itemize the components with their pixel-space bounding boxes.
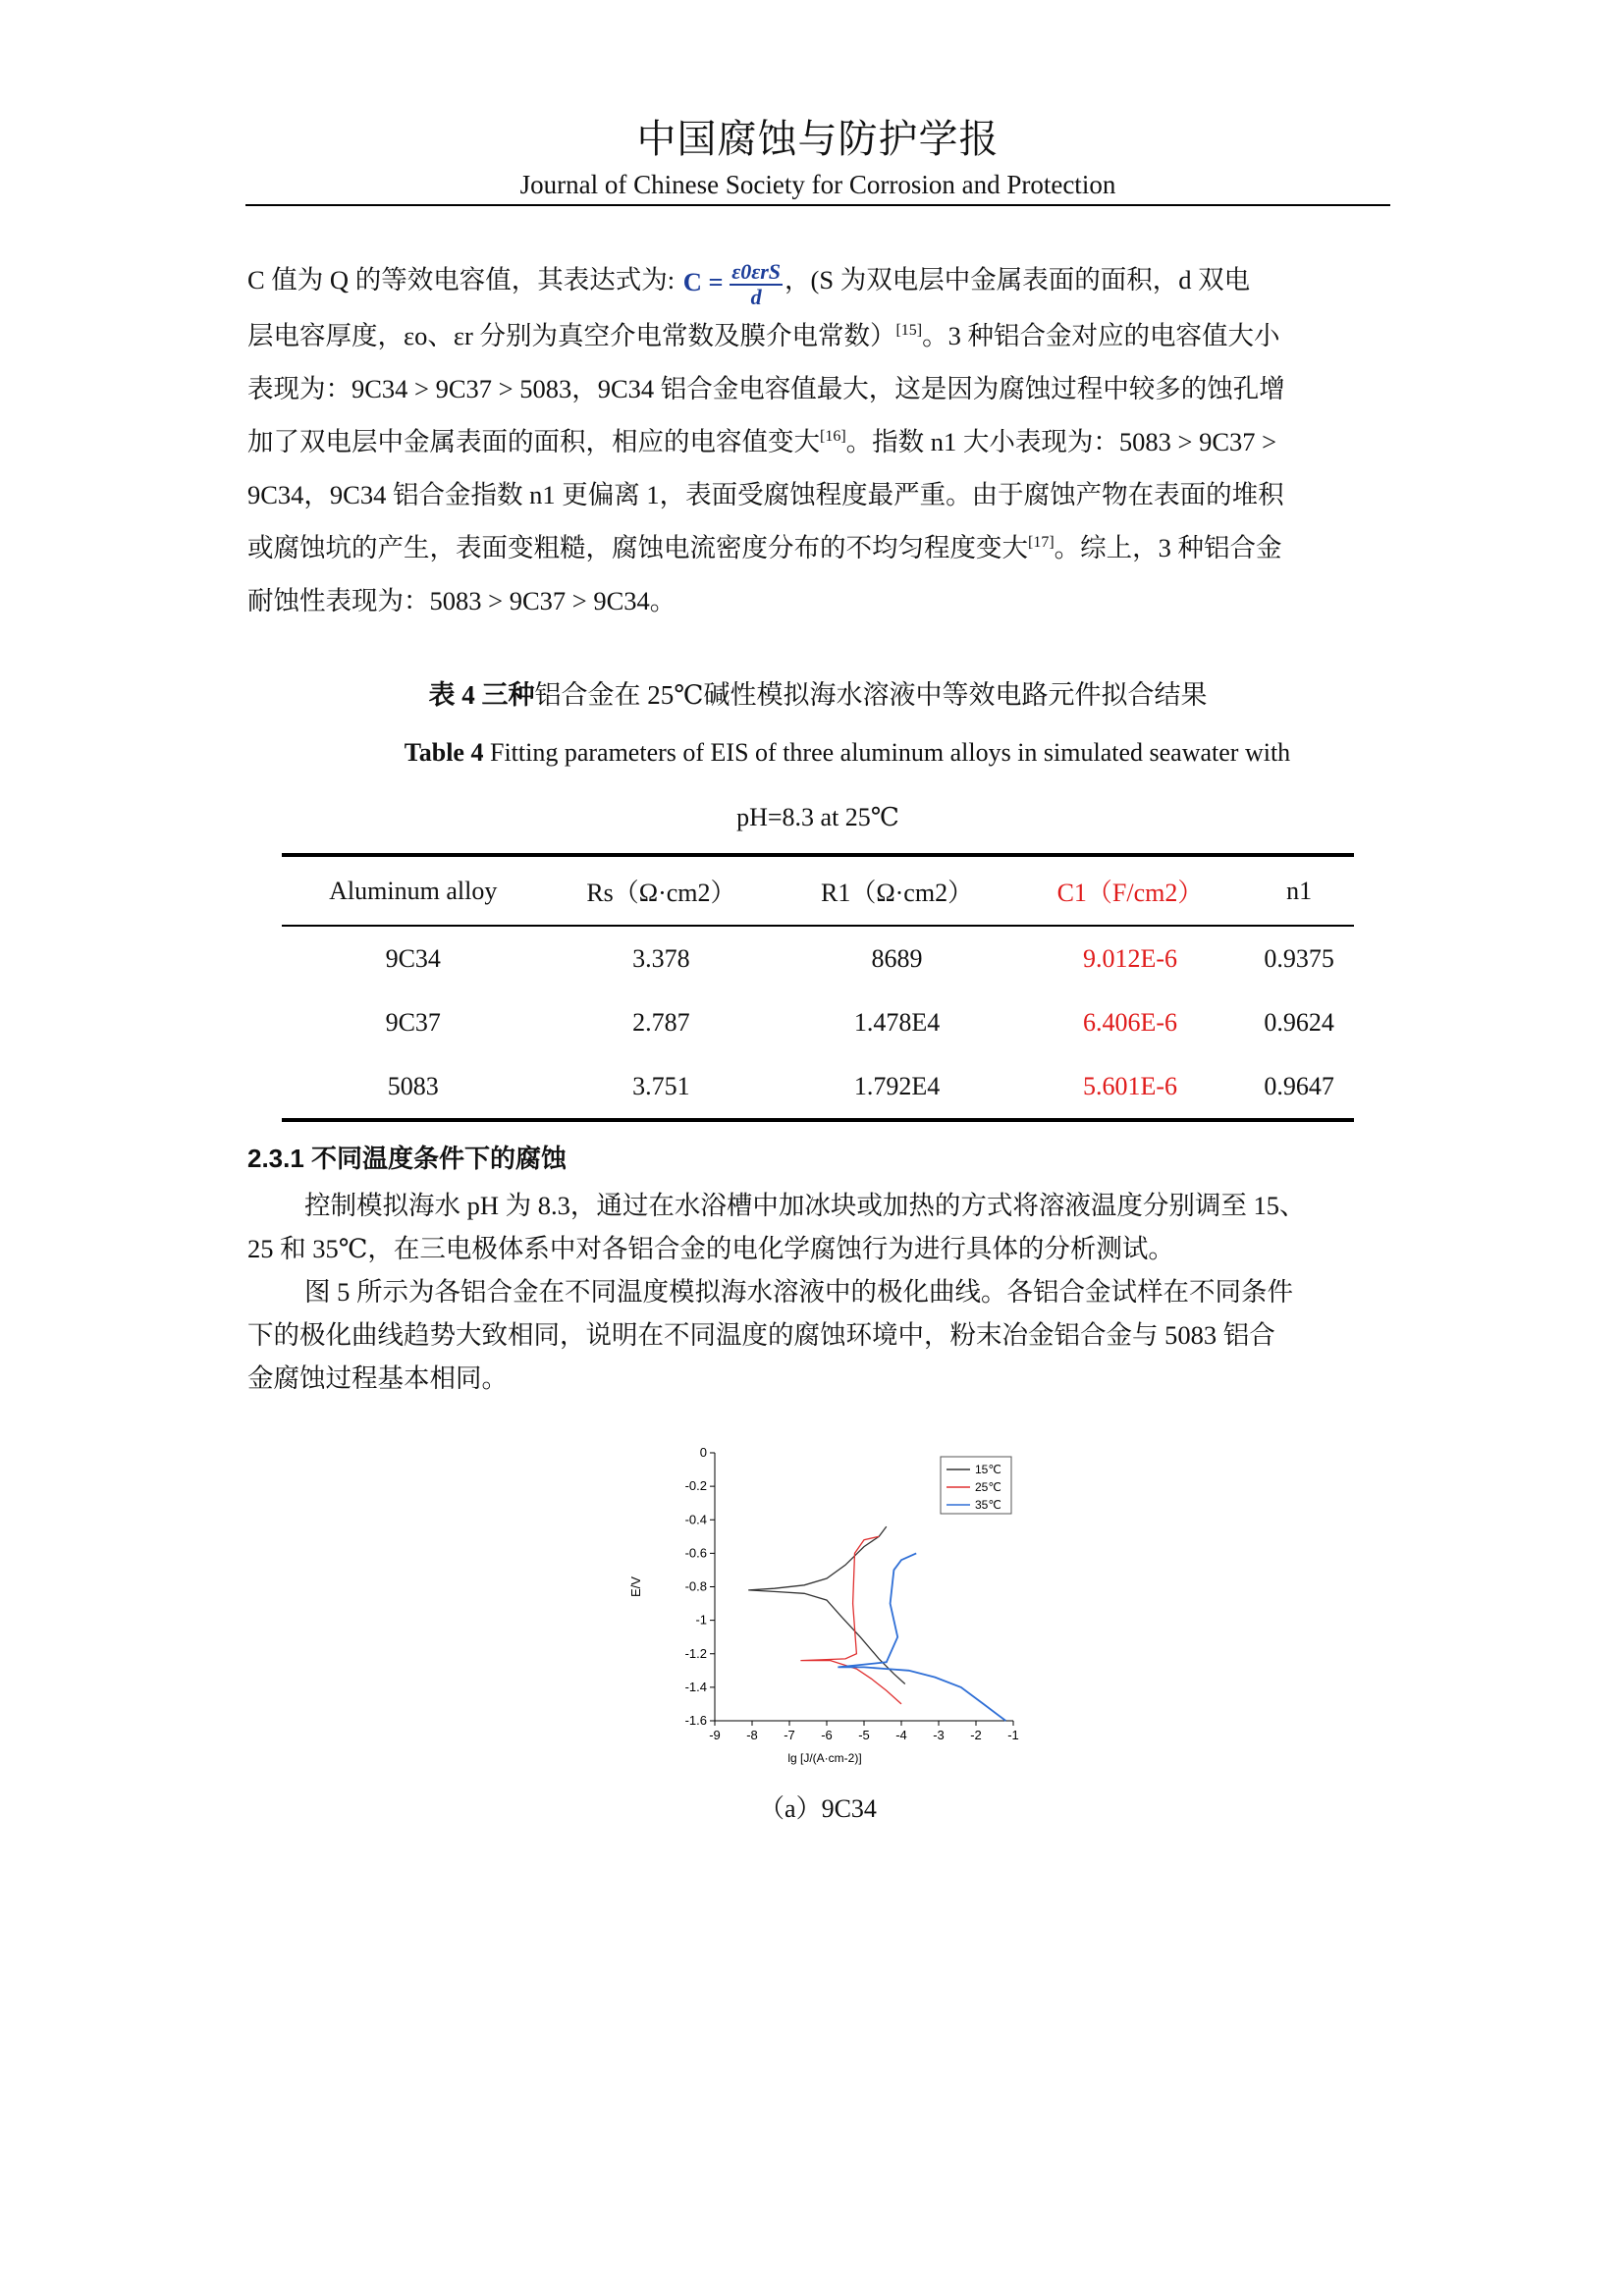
cell-c1: 6.406E-6 bbox=[1082, 1008, 1177, 1037]
x-tick-label: -5 bbox=[858, 1728, 870, 1742]
series-line-25℃ bbox=[800, 1536, 901, 1704]
y-tick-label: -0.4 bbox=[684, 1512, 707, 1527]
table-caption-cn: 表 4 三种铝合金在 25℃碱性模拟海水溶液中等效电路元件拟合结果 bbox=[428, 680, 1208, 710]
legend-label: 25℃ bbox=[975, 1480, 1001, 1494]
header-rule bbox=[245, 204, 1390, 206]
col-header-r1: R1（Ω·cm2） bbox=[820, 879, 974, 907]
table-caption-en: Table 4 Fitting parameters of EIS of three aluminum alloys in simulated seawater with bbox=[404, 738, 1291, 767]
table-caption-en-line2: pH=8.3 at 25℃ bbox=[736, 803, 899, 831]
x-axis-label: lg [J/(A·cm-2)] bbox=[787, 1751, 862, 1765]
y-tick-label: -0.8 bbox=[684, 1578, 707, 1594]
y-tick-label: -1.2 bbox=[684, 1645, 707, 1661]
table-row bbox=[282, 990, 1354, 1055]
cell-alloy: 5083 bbox=[387, 1072, 439, 1100]
x-tick-label: -9 bbox=[709, 1728, 721, 1742]
y-axis-label: E/V bbox=[628, 1576, 643, 1597]
para1-line6: 或腐蚀坑的产生，表面变粗糙，腐蚀电流密度分布的不均匀程度变大[17]。综上，3 种铝合金 bbox=[247, 533, 1282, 563]
para2-line3: 图 5 所示为各铝合金在不同温度模拟海水溶液中的极化曲线。各铝合金试样在不同条件 bbox=[304, 1277, 1293, 1307]
x-tick-label: -6 bbox=[821, 1728, 833, 1742]
x-tick-label: -8 bbox=[746, 1728, 758, 1742]
x-tick-label: -4 bbox=[895, 1728, 907, 1742]
cell-rs: 2.787 bbox=[632, 1008, 690, 1037]
table-row bbox=[282, 1055, 1354, 1120]
polarization-figure bbox=[619, 1443, 1031, 1777]
cell-rs: 3.751 bbox=[632, 1072, 690, 1100]
cell-r1: 8689 bbox=[871, 943, 923, 973]
table-row bbox=[282, 926, 1354, 990]
x-tick-label: -7 bbox=[784, 1728, 795, 1742]
col-header-c1: C1（F/cm2） bbox=[1056, 879, 1204, 907]
y-tick-label: -1.4 bbox=[684, 1679, 707, 1694]
journal-header bbox=[245, 116, 1390, 202]
y-tick-label: -1.6 bbox=[684, 1713, 707, 1728]
para1-line2: 层电容厚度，εo、εr 分别为真空介电常数及膜介电常数）[15]。3 种铝合金对应的电容值大小 bbox=[247, 321, 1280, 351]
cell-n1: 0.9624 bbox=[1264, 1008, 1334, 1037]
para1-line1: C 值为 Q 的等效电容值，其表达式为: C = $\frac{\text{ε0εrS}}{d}$ ，(S 为双电层中金属表面的面积，d 双电 bbox=[247, 253, 1386, 309]
cell-alloy: 9C34 bbox=[385, 943, 441, 973]
legend-label: 15℃ bbox=[975, 1463, 1001, 1476]
para1-line4: 加了双电层中金属表面的面积，相应的电容值变大[16]。指数 n1 大小表现为：5083 > 9C37 > bbox=[247, 427, 1277, 457]
figure-caption: （a）9C34 bbox=[759, 1794, 877, 1823]
journal-title-en: Journal of Chinese Society for Corrosion and Protection bbox=[519, 170, 1116, 199]
para1-line7: 耐蚀性表现为：5083 > 9C37 > 9C34。 bbox=[247, 586, 676, 616]
y-tick-label: -0.6 bbox=[684, 1545, 707, 1561]
table-header-row bbox=[282, 855, 1354, 926]
para2-line4: 下的极化曲线趋势大致相同，说明在不同温度的腐蚀环境中，粉末冶金铝合金与 5083 铝合 bbox=[247, 1320, 1275, 1350]
x-tick-label: -2 bbox=[970, 1728, 982, 1742]
col-header-alloy: Aluminum alloy bbox=[329, 876, 498, 905]
para1-line5: 9C34，9C34 铝合金指数 n1 更偏离 1，表面受腐蚀程度最严重。由于腐蚀产物在表面的堆积 bbox=[247, 480, 1284, 510]
cell-r1: 1.792E4 bbox=[853, 1072, 941, 1100]
cell-c1: 9.012E-6 bbox=[1082, 943, 1177, 973]
x-tick-label: -3 bbox=[933, 1728, 945, 1742]
cell-rs: 3.378 bbox=[632, 943, 690, 973]
citation-17: [17] bbox=[1028, 534, 1055, 552]
para1-line3: 表现为：9C34 > 9C37 > 5083，9C34 铝合金电容值最大，这是因为腐蚀过程中较多的蚀孔增 bbox=[247, 374, 1285, 404]
y-tick-label: 0 bbox=[699, 1445, 707, 1460]
journal-title-cn: 中国腐蚀与防护学报 bbox=[636, 117, 1000, 161]
section-heading: 2.3.1 不同温度条件下的腐蚀 bbox=[247, 1144, 568, 1173]
series-line-35℃ bbox=[838, 1553, 1005, 1721]
polarization-chart bbox=[619, 1443, 1031, 1777]
citation-16: [16] bbox=[820, 428, 846, 446]
col-header-rs: Rs（Ω·cm2） bbox=[586, 879, 736, 907]
col-header-n1: n1 bbox=[1286, 876, 1313, 905]
paragraph-capacitance bbox=[247, 253, 1386, 627]
para2-line2: 25 和 35℃，在三电极体系中对各铝合金的电化学腐蚀行为进行具体的分析测试。 bbox=[247, 1234, 1174, 1263]
y-tick-label: -1 bbox=[695, 1612, 707, 1628]
cell-c1: 5.601E-6 bbox=[1082, 1072, 1177, 1100]
x-tick-label: -1 bbox=[1007, 1728, 1019, 1742]
y-tick-label: -0.2 bbox=[684, 1478, 707, 1494]
cell-alloy: 9C37 bbox=[385, 1008, 441, 1037]
cell-n1: 0.9647 bbox=[1264, 1072, 1334, 1100]
para2-line1: 控制模拟海水 pH 为 8.3，通过在水浴槽中加冰块或加热的方式将溶液温度分别调至 15、 bbox=[304, 1191, 1306, 1220]
cell-n1: 0.9375 bbox=[1264, 943, 1334, 973]
capacitance-formula: C = $\frac{\text{ε0εrS}}{d}$ bbox=[682, 259, 782, 310]
legend-label: 35℃ bbox=[975, 1498, 1001, 1512]
citation-15: [15] bbox=[895, 322, 923, 340]
fitting-parameters-table bbox=[282, 853, 1354, 1122]
cell-r1: 1.478E4 bbox=[853, 1008, 941, 1037]
paragraph-temperature bbox=[247, 1184, 1386, 1400]
para2-line5: 金腐蚀过程基本相同。 bbox=[247, 1363, 508, 1393]
